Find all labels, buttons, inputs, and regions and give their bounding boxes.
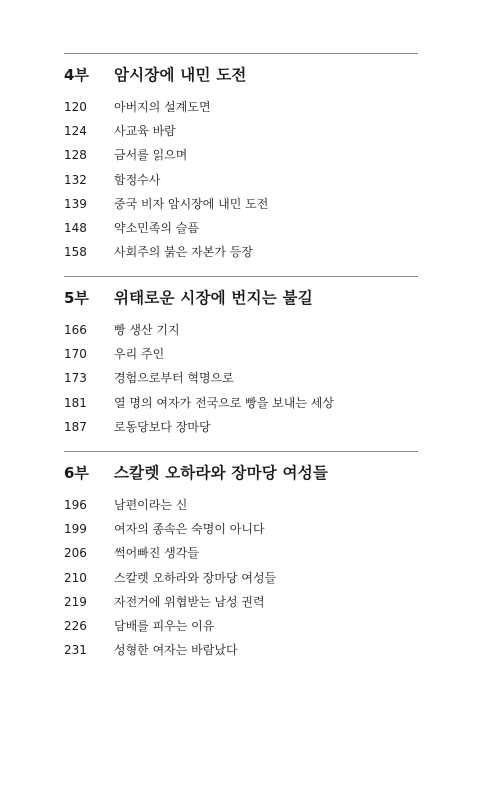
page-number: 124 <box>64 124 87 139</box>
part-section <box>64 276 418 442</box>
page-number: 173 <box>64 371 87 386</box>
entry-title: 금서를 읽으며 <box>114 148 188 163</box>
page-number: 181 <box>64 395 87 410</box>
entry-title: 함정수사 <box>114 172 161 187</box>
entry-title: 스칼렛 오하라와 장마당 여성들 <box>114 570 277 585</box>
page-number: 148 <box>64 220 87 235</box>
toc-entry[interactable] <box>64 219 418 243</box>
entry-title: 사교육 바람 <box>114 124 176 139</box>
entry-title: 중국 비자 암시장에 내민 도전 <box>114 196 269 211</box>
entry-title: 성형한 여자는 바람났다 <box>114 643 238 658</box>
section-divider <box>64 451 418 452</box>
page-number: 206 <box>64 546 87 561</box>
entry-title: 여자의 종속은 숙명이 아니다 <box>114 522 265 537</box>
part-heading <box>64 63 418 87</box>
page-number: 170 <box>64 347 87 362</box>
part-section <box>64 451 418 665</box>
page-number: 166 <box>64 323 87 337</box>
page-number: 158 <box>64 245 87 260</box>
page-number: 231 <box>64 643 87 658</box>
toc-entry[interactable] <box>64 171 418 195</box>
entry-title: 남편이라는 신 <box>114 498 188 512</box>
part-heading <box>64 461 418 485</box>
entry-title: 우리 주인 <box>114 347 165 362</box>
part-title: 암시장에 내민 도전 <box>114 66 247 84</box>
toc-list <box>64 496 418 665</box>
page-number: 210 <box>64 570 87 585</box>
entry-title: 담배를 피우는 이유 <box>114 618 215 633</box>
page-number: 219 <box>64 594 87 609</box>
entry-title: 썩어빠진 생각들 <box>114 546 199 561</box>
page-number: 128 <box>64 148 87 163</box>
toc-entry[interactable] <box>64 195 418 219</box>
page-number: 199 <box>64 522 87 537</box>
toc-entry[interactable] <box>64 544 418 568</box>
toc-entry[interactable] <box>64 369 418 393</box>
entry-title: 사회주의 붉은 자본가 등장 <box>114 245 253 260</box>
entry-title: 경험으로부터 혁명으로 <box>114 371 234 386</box>
part-number: 5부 <box>64 289 89 307</box>
entry-title: 약소민족의 슬픔 <box>114 220 199 235</box>
part-section <box>64 53 418 267</box>
toc-entry[interactable] <box>64 496 418 520</box>
toc-entry[interactable] <box>64 593 418 617</box>
toc-list <box>64 321 418 442</box>
toc-entry[interactable] <box>64 394 418 418</box>
entry-title: 로동당보다 장마당 <box>114 419 211 434</box>
page-number: 196 <box>64 498 87 512</box>
part-title: 스칼렛 오하라와 장마당 여성들 <box>114 464 329 482</box>
toc-entry[interactable] <box>64 520 418 544</box>
toc-entry[interactable] <box>64 243 418 267</box>
part-number: 6부 <box>64 464 89 482</box>
part-number: 4부 <box>64 66 89 84</box>
page-number: 132 <box>64 172 87 187</box>
toc-entry[interactable] <box>64 617 418 641</box>
toc-entry[interactable] <box>64 98 418 122</box>
toc-entry[interactable] <box>64 122 418 146</box>
entry-title: 빵 생산 기지 <box>114 323 180 337</box>
page-number: 187 <box>64 419 87 434</box>
part-title: 위태로운 시장에 번지는 불길 <box>114 289 313 307</box>
part-heading <box>64 286 418 310</box>
page-number: 226 <box>64 618 87 633</box>
toc-entry[interactable] <box>64 641 418 665</box>
entry-title: 자전거에 위협받는 남성 권력 <box>114 594 265 609</box>
toc-entry[interactable] <box>64 418 418 442</box>
page-number: 120 <box>64 100 87 114</box>
toc-entry[interactable] <box>64 146 418 170</box>
section-divider <box>64 276 418 277</box>
toc-list <box>64 98 418 267</box>
toc-entry[interactable] <box>64 569 418 593</box>
section-divider <box>64 53 418 54</box>
entry-title: 아버지의 설계도면 <box>114 100 211 114</box>
entry-title: 열 명의 여자가 전국으로 빵을 보내는 세상 <box>114 395 334 410</box>
page-number: 139 <box>64 196 87 211</box>
toc-entry[interactable] <box>64 345 418 369</box>
toc-entry[interactable] <box>64 321 418 345</box>
